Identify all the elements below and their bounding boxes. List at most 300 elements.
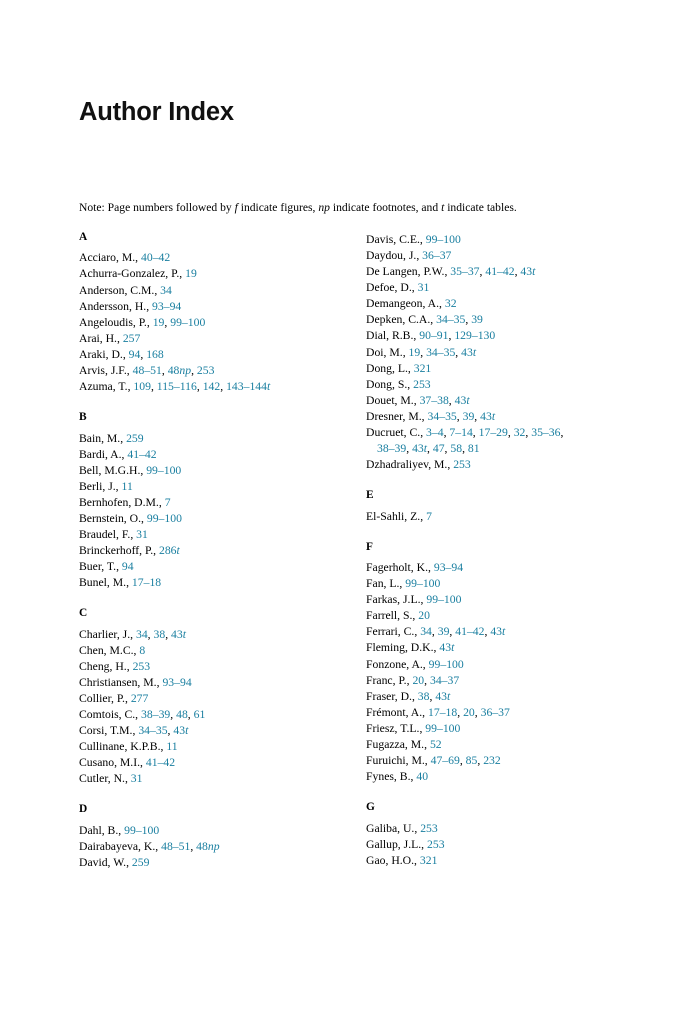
index-entry-name: Comtois, C., (79, 708, 142, 722)
locator-separator: , (429, 689, 436, 703)
page-locator[interactable]: 34–35 (427, 409, 457, 423)
index-entry (68, 479, 340, 495)
index-entry (68, 511, 340, 527)
index-column-right (366, 232, 627, 871)
page-locator[interactable]: 39 (462, 409, 475, 423)
locator-separator: , (462, 442, 468, 456)
page-locator[interactable]: 34 (160, 283, 172, 297)
page-locator[interactable]: 99–100 (124, 823, 160, 837)
index-entry-name: Dzhadraliyev, M., (366, 458, 454, 472)
page-locator[interactable]: 34–37 (429, 673, 460, 687)
index-entry-name: Gallup, J.L., (366, 837, 428, 851)
page-locator[interactable]: 40 (416, 770, 429, 784)
index-entry (355, 769, 627, 785)
page-locator[interactable]: 81 (467, 442, 480, 456)
index-entry-name: Depken, C.A., (366, 313, 437, 327)
index-entry (355, 248, 627, 264)
index-entry-name: Fugazza, M., (366, 737, 430, 751)
index-entry-name: Araki, D., (79, 347, 129, 361)
page-locator[interactable]: 17–29 (478, 425, 508, 439)
locator-separator: , (220, 380, 227, 394)
locator-separator: , (147, 627, 154, 641)
index-entry-name: Fonzone, A., (366, 657, 429, 671)
index-letter-heading: D (79, 803, 88, 816)
index-entry-name: Azuma, T., (79, 380, 134, 394)
index-entry-name: Arai, H., (79, 331, 123, 345)
locator-separator: , (444, 442, 451, 456)
page-locator[interactable]: 115–116 (156, 380, 197, 394)
page-locator[interactable]: 17–18 (428, 705, 458, 719)
page-locator[interactable]: 99–100 (426, 593, 462, 607)
index-entry (68, 283, 340, 299)
page-locator[interactable]: 20 (418, 609, 430, 623)
page-locator[interactable]: 99–100 (146, 511, 182, 525)
locator-separator: , (448, 393, 455, 407)
index-entry-name: Gao, H.O., (366, 853, 420, 867)
index-entry (68, 691, 340, 707)
page-locator[interactable]: 143–144t (226, 380, 271, 394)
page-locator[interactable]: 99–100 (425, 721, 461, 735)
locator-separator: , (170, 708, 177, 722)
index-entry (68, 299, 340, 315)
index-entry (355, 576, 627, 592)
locator-separator: , (406, 442, 413, 456)
page-locator[interactable]: 41–42 (127, 447, 157, 461)
page-locator[interactable]: 168 (146, 347, 164, 361)
page-locator[interactable]: 253 (427, 837, 445, 851)
locator-marker: t (472, 345, 477, 359)
page-locator[interactable]: 321 (413, 361, 432, 375)
index-entry (68, 379, 340, 395)
index-entry (355, 753, 627, 769)
index-entry (355, 509, 627, 525)
index-entry-name: Farkas, J.L., (366, 593, 427, 607)
index-entry-name: Furuichi, M., (366, 754, 431, 767)
page-locator[interactable]: 43t (435, 689, 451, 703)
page-locator[interactable]: 48np (167, 363, 192, 377)
page-locator[interactable]: 43t (412, 442, 427, 456)
index-entry-continuation (366, 441, 627, 457)
index-entry (355, 312, 627, 328)
index-letter-heading: F (366, 540, 373, 553)
index-entry (68, 771, 340, 787)
page-locator[interactable]: 34 (420, 625, 432, 639)
index-entry-name: Achurra-Gonzalez, P., (79, 267, 186, 281)
locator-marker: np (207, 839, 220, 853)
page-locator[interactable]: 35–37 (450, 265, 480, 279)
index-entry (355, 689, 627, 705)
index-entry-name: De Langen, P.W., (366, 265, 451, 279)
page-locator[interactable]: 36–37 (422, 249, 452, 263)
page-locator[interactable]: 48–51 (161, 839, 191, 853)
note-marker: np (318, 201, 330, 214)
page-locator[interactable]: 85 (465, 754, 478, 767)
index-entry-name: Cheng, H., (79, 659, 133, 673)
index-entry-name: Bernhofen, D.M., (79, 495, 165, 509)
index-entry (68, 543, 340, 559)
page-locator[interactable]: 32 (513, 425, 526, 439)
index-entry (355, 393, 627, 409)
page-locator[interactable]: 38–39 (377, 442, 407, 456)
index-letter-heading: A (79, 231, 88, 243)
index-entry-name: Buer, T., (79, 560, 122, 574)
page-locator[interactable]: 286t (158, 544, 180, 558)
index-letter-heading: G (366, 801, 375, 814)
page-locator[interactable]: 321 (419, 853, 438, 867)
page-locator[interactable]: 61 (193, 708, 206, 722)
locator-separator: , (474, 409, 481, 423)
page-locator[interactable]: 259 (131, 856, 150, 870)
page-locator[interactable]: 99–100 (425, 233, 461, 246)
index-entry (68, 559, 340, 575)
locator-separator: , (420, 345, 427, 359)
index-entry-name: Fleming, D.K., (366, 641, 440, 655)
index-entry-name: Davis, C.E., (366, 233, 426, 246)
index-letter-block (366, 490, 627, 524)
index-entry (68, 643, 340, 659)
page-locator[interactable]: 253 (420, 821, 438, 835)
page-locator[interactable]: 20 (412, 673, 425, 687)
note-marker: f (234, 201, 238, 214)
page-locator[interactable]: 17–18 (131, 576, 162, 590)
page-locator[interactable]: 8 (139, 643, 146, 657)
index-entry-name: Cutler, N., (79, 772, 131, 786)
locator-separator: , (431, 625, 438, 639)
index-entry-name: Charlier, J., (79, 627, 136, 641)
page-locator[interactable]: 43t (480, 409, 496, 423)
index-entry-name: Arvis, J.F., (79, 363, 133, 377)
index-letter-block (366, 542, 627, 786)
page-locator[interactable]: 31 (417, 281, 430, 295)
index-entry (68, 755, 340, 771)
locator-marker: t (466, 393, 470, 407)
page-locator[interactable]: 7–14 (449, 425, 473, 439)
locator-separator: , (161, 363, 168, 377)
index-entry-name: Anderson, C.M., (79, 283, 161, 297)
locator-marker: t (532, 265, 536, 279)
page-locator[interactable]: 93–94 (433, 561, 464, 575)
page-locator[interactable]: 277 (130, 692, 149, 706)
page-locator[interactable]: 7 (164, 495, 171, 509)
index-entry-name: Dong, S., (366, 377, 414, 391)
page-locator[interactable]: 93–94 (162, 675, 192, 689)
index-entry-name: Farrell, S., (366, 609, 419, 623)
index-entry-name: Chen, M.C., (79, 643, 140, 657)
index-entry-name: Cusano, M.I., (79, 756, 146, 770)
page-locator[interactable]: 253 (413, 377, 431, 391)
index-entry (355, 280, 627, 296)
index-entry (68, 266, 340, 282)
page-locator[interactable]: 43t (171, 627, 186, 641)
index-entry (355, 608, 627, 624)
index-entry (355, 853, 627, 869)
index-entry-name: Angeloudis, P., (79, 315, 153, 329)
index-entry (355, 345, 627, 361)
locator-separator: , (448, 329, 455, 343)
page-locator[interactable]: 48–51 (132, 363, 162, 377)
index-entry (355, 705, 627, 721)
index-letter-heading: E (366, 489, 374, 502)
page-locator[interactable]: 253 (132, 659, 151, 673)
index-entry (355, 377, 627, 393)
index-entry-name: Galiba, U., (366, 821, 421, 835)
locator-separator: , (456, 409, 463, 423)
index-entry (68, 723, 340, 739)
index-entry-name: Dahl, B., (79, 823, 125, 837)
page-locator[interactable]: 34 (135, 627, 148, 641)
index-letter-block (79, 608, 340, 787)
page-locator[interactable]: 259 (126, 431, 144, 445)
index-entry-name: El-Sahli, Z., (366, 509, 427, 523)
page-locator[interactable]: 232 (483, 754, 501, 767)
page-locator[interactable]: 19 (185, 267, 197, 281)
index-columns (79, 232, 627, 871)
page-locator[interactable]: 43t (490, 625, 506, 639)
locator-separator: , (479, 265, 486, 279)
page-locator[interactable]: 41–42 (455, 625, 485, 639)
locator-separator: , (140, 347, 147, 361)
index-entry (355, 657, 627, 673)
locator-marker: np (179, 363, 192, 377)
locator-marker: t (423, 442, 427, 456)
page-locator[interactable]: 11 (166, 740, 178, 754)
index-entry (355, 328, 627, 344)
index-entry-name: Daydou, J., (366, 249, 423, 263)
index-note: Note: Page numbers followed by f indicate figures, np indicate footnotes, and t indicate tables. (79, 201, 517, 214)
page-locator[interactable]: 43t (173, 724, 189, 738)
index-entry (68, 823, 340, 839)
locator-separator: , (167, 724, 174, 738)
page-locator[interactable]: 257 (122, 331, 141, 345)
index-entry-name: Bain, M., (79, 431, 127, 445)
index-letter-block (79, 804, 340, 871)
index-entry (68, 627, 340, 643)
locator-separator: , (443, 425, 450, 439)
page-locator[interactable]: 109 (133, 380, 151, 394)
page-locator[interactable]: 31 (130, 772, 143, 786)
index-entry (355, 837, 627, 853)
locator-separator: , (190, 839, 197, 853)
page-locator[interactable]: 47 (432, 442, 445, 456)
page-locator[interactable]: 43t (520, 265, 536, 279)
index-entry-name: Franc, P., (366, 673, 413, 687)
page-locator[interactable]: 43t (439, 641, 455, 655)
index-column-left (79, 232, 340, 871)
locator-separator: , (472, 425, 479, 439)
index-letter-block (79, 232, 340, 395)
page-locator[interactable]: 32 (444, 297, 457, 311)
index-entry (68, 575, 340, 591)
page-locator[interactable]: 36–37 (480, 705, 510, 719)
locator-separator: , (196, 380, 203, 394)
locator-separator: , (514, 265, 521, 279)
index-entry (68, 839, 340, 855)
page-locator[interactable]: 99–100 (170, 315, 206, 329)
locator-separator: , (164, 315, 171, 329)
page-locator[interactable]: 43t (461, 345, 477, 359)
locator-marker: t (266, 380, 271, 394)
page-locator[interactable]: 11 (121, 479, 133, 493)
index-entry (355, 409, 627, 425)
index-entry-name: Berli, J., (79, 479, 122, 493)
page-locator[interactable]: 142 (202, 380, 221, 394)
index-entry (355, 592, 627, 608)
page-locator[interactable]: 48np (196, 839, 220, 853)
page-locator[interactable]: 20 (463, 705, 475, 719)
index-entry-name: David, W., (79, 856, 132, 870)
index-entry-name: Ferrari, C., (366, 625, 421, 639)
index-entry-name: Fraser, D., (366, 689, 418, 703)
locator-separator: , (484, 625, 491, 639)
locator-marker: t (185, 724, 189, 738)
index-entry-name: Corsi, T.M., (79, 724, 139, 738)
page-locator[interactable]: 52 (429, 737, 442, 751)
page-locator[interactable]: 99–100 (428, 657, 464, 671)
locator-marker: t (491, 409, 496, 423)
index-letter-block (366, 232, 627, 473)
page-locator[interactable]: 40–42 (141, 251, 171, 265)
locator-separator: , (187, 708, 194, 722)
page-locator[interactable]: 41–42 (485, 265, 515, 279)
index-entry-name: Acciaro, M., (79, 251, 141, 265)
locator-marker: t (176, 544, 180, 558)
index-entry-name: Braudel, F., (79, 527, 137, 541)
index-entry (68, 250, 340, 266)
locator-separator: , (457, 705, 464, 719)
page-title: Author Index (79, 98, 234, 126)
index-entry-name: Dairabayeva, K., (79, 839, 162, 853)
locator-separator: , (424, 673, 430, 687)
index-entry (68, 675, 340, 691)
locator-separator: , (165, 627, 172, 641)
index-entry (355, 821, 627, 837)
index-entry (68, 431, 340, 447)
index-entry (68, 363, 340, 379)
page-locator[interactable]: 34–35 (426, 345, 456, 359)
locator-separator: , (477, 754, 484, 767)
index-entry (355, 296, 627, 312)
page-locator[interactable]: 99–100 (146, 463, 182, 477)
locator-separator: , (449, 625, 456, 639)
index-entry (68, 739, 340, 755)
page-locator[interactable]: 94 (128, 347, 141, 361)
locator-separator: , (455, 345, 462, 359)
index-entry-name: Andersson, H., (79, 299, 153, 313)
index-entry (355, 361, 627, 377)
index-letter-block (79, 412, 340, 591)
index-entry (355, 560, 627, 576)
index-entry-name: Fan, L., (366, 577, 406, 591)
index-entry (355, 673, 627, 689)
page-locator[interactable]: 19 (408, 345, 421, 359)
index-entry (355, 264, 627, 280)
note-marker: t (441, 201, 445, 214)
index-letter-heading: C (79, 607, 88, 620)
page-locator[interactable]: 43t (454, 393, 470, 407)
index-entry-name: Collier, P., (79, 692, 131, 706)
page-locator[interactable]: 58 (450, 442, 463, 456)
locator-separator: , (465, 313, 472, 327)
page-locator[interactable]: 3–4 (426, 425, 444, 439)
index-letter-block (366, 802, 627, 869)
page-locator[interactable]: 38–39 (141, 708, 171, 722)
index-entry (68, 463, 340, 479)
locator-separator: , (150, 380, 157, 394)
index-entry-name: Dial, R.B., (366, 329, 420, 343)
index-entry (355, 232, 627, 248)
locator-separator: , (474, 705, 481, 719)
index-entry-name: Fagerholt, K., (366, 561, 434, 575)
page-locator[interactable]: 47–69 (430, 754, 460, 767)
index-entry (68, 347, 340, 363)
index-entry-name: Christiansen, M., (79, 675, 163, 689)
page-locator[interactable]: 34–35 (138, 724, 168, 738)
index-entry (68, 495, 340, 511)
page-locator[interactable]: 38 (153, 627, 166, 641)
index-entry-name: Defoe, D., (366, 281, 418, 295)
locator-separator: , (459, 754, 466, 767)
page-locator[interactable]: 31 (136, 527, 148, 541)
index-entry-name: Ducruet, C., (366, 425, 427, 439)
page-locator[interactable]: 90–91 (419, 329, 449, 343)
index-entry-name: Demangeon, A., (366, 297, 445, 311)
index-entry-name: Brinckerhoff, P., (79, 544, 159, 558)
index-entry-name: Bunel, M., (79, 576, 132, 590)
index-entry-name: Bernstein, O., (79, 511, 147, 525)
index-entry-name: Bell, M.G.H., (79, 463, 147, 477)
page-locator[interactable]: 99–100 (405, 577, 441, 591)
locator-separator: , (191, 363, 197, 377)
index-entry (355, 457, 627, 473)
index-entry-name: Dong, L., (366, 361, 414, 375)
page-locator[interactable]: 34–35 (436, 313, 466, 327)
page-locator[interactable]: 35–36 (531, 425, 561, 439)
page-locator[interactable]: 129–130 (454, 329, 496, 343)
locator-separator: , (427, 442, 433, 456)
page-locator[interactable]: 93–94 (152, 299, 182, 313)
page-locator[interactable]: 19 (152, 315, 165, 329)
index-entry (355, 721, 627, 737)
index-entry (68, 315, 340, 331)
index-entry (355, 737, 627, 753)
index-entry-name: Frémont, A., (366, 705, 429, 719)
page-locator[interactable]: 37–38 (419, 393, 449, 407)
index-entry-name: Douet, M., (366, 393, 420, 407)
page-locator[interactable]: 94 (121, 560, 134, 574)
index-letter-heading: B (79, 411, 87, 424)
locator-marker: t (502, 625, 506, 639)
index-entry (68, 331, 340, 347)
index-entry (355, 640, 627, 656)
index-entry (68, 447, 340, 463)
locator-marker: t (447, 689, 451, 703)
page-locator[interactable]: 38 (417, 689, 430, 703)
index-entry (68, 707, 340, 723)
page-locator[interactable]: 41–42 (145, 756, 176, 770)
page-locator[interactable]: 39 (437, 625, 450, 639)
locator-marker: t (182, 627, 186, 641)
page-locator[interactable]: 39 (471, 313, 483, 327)
index-entry-name: Cullinane, K.P.B., (79, 740, 167, 754)
index-entry-name: Bardi, A., (79, 447, 128, 461)
locator-separator: , (525, 425, 532, 439)
index-entry-name: Friesz, T.L., (366, 721, 426, 735)
page-locator[interactable]: 7 (426, 509, 432, 523)
page-locator[interactable]: 253 (196, 363, 215, 377)
page-locator[interactable]: 48 (176, 708, 188, 722)
page-locator[interactable]: 253 (453, 458, 471, 472)
locator-separator: , (507, 425, 514, 439)
